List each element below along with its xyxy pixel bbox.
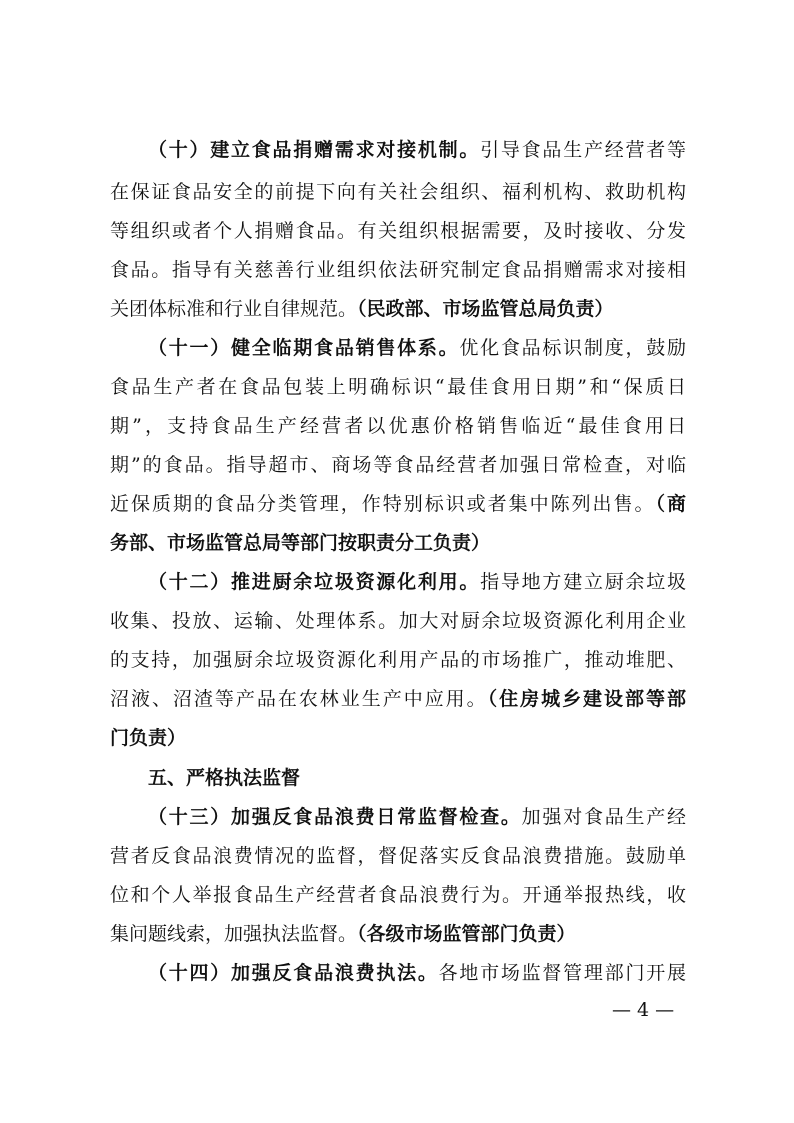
section-heading: 五、严格执法监督 bbox=[148, 767, 301, 789]
paragraph-13-text: 加强对食品生产经 bbox=[521, 806, 686, 828]
paragraph-12-line-5 bbox=[110, 718, 686, 758]
paragraph-10-line-4: 食品。指导有关慈善行业组织依法研究制定食品捐赠需求对接相 bbox=[110, 259, 686, 281]
page-number: — 4 — bbox=[612, 999, 675, 1021]
paragraph-10-text: 引导食品生产经营者等 bbox=[480, 139, 686, 161]
paragraph-12-text-end: 沼液、沼渣等产品在农林业生产中应用。 bbox=[110, 688, 488, 710]
paragraph-12-responsibility: 门负责） bbox=[110, 727, 187, 749]
paragraph-10-line-5 bbox=[110, 289, 686, 329]
paragraph-11-line-5 bbox=[110, 484, 686, 524]
paragraph-14-title: （十四）加强反食品浪费执法。 bbox=[148, 962, 439, 984]
paragraph-12-line-4 bbox=[110, 679, 686, 719]
paragraph-13-responsibility: （各级市场监管部门负责） bbox=[357, 923, 576, 945]
paragraph-13-line-3: 位和个人举报食品生产经营者食品浪费行为。开通举报热线，收 bbox=[110, 884, 686, 906]
paragraph-11-line-6 bbox=[110, 523, 686, 563]
paragraph-11-line-4: 期”的食品。指导超市、商场等食品经营者加强日常检查，对临 bbox=[110, 454, 686, 476]
paragraph-13-text-end: 集问题线索，加强执法监督。 bbox=[110, 923, 358, 945]
paragraph-10-line-3: 等组织或者个人捐赠食品。有关组织根据需要，及时接收、分发 bbox=[110, 220, 686, 242]
paragraph-14-text: 各地市场监督管理部门开展 bbox=[438, 962, 686, 984]
paragraph-13-line-2: 营者反食品浪费情况的监督，督促落实反食品浪费措施。鼓励单 bbox=[110, 845, 686, 867]
paragraph-11-text-end: 近保质期的食品分类管理，作特别标识或者集中陈列出售。 bbox=[110, 493, 656, 515]
paragraph-10-text-end: 关团体标准和行业自律规范。 bbox=[110, 298, 358, 320]
paragraph-10-line-1 bbox=[148, 130, 686, 170]
paragraph-11-line-1 bbox=[148, 328, 686, 368]
paragraph-11-responsibility-start: （商 bbox=[655, 493, 686, 515]
paragraph-10-line-2: 在保证食品安全的前提下向有关社会组织、福利机构、救助机构 bbox=[110, 181, 686, 203]
paragraph-13-line-1 bbox=[148, 797, 686, 837]
paragraph-11-title: （十一）健全临期食品销售体系。 bbox=[148, 337, 460, 359]
paragraph-11-responsibility: 务部、市场监管总局等部门按职责分工负责） bbox=[110, 532, 491, 554]
paragraph-12-line-2: 收集、投放、运输、处理体系。加大对厨余垃圾资源化利用企业 bbox=[110, 610, 686, 632]
paragraph-11-line-3: 期”，支持食品生产经营者以优惠价格销售临近“最佳食用日 bbox=[110, 415, 686, 437]
paragraph-13-title: （十三）加强反食品浪费日常监督检查。 bbox=[148, 806, 522, 828]
paragraph-12-line-3: 的支持，加强厨余垃圾资源化利用产品的市场推广，推动堆肥、 bbox=[110, 649, 686, 671]
paragraph-12-text: 指导地方建立厨余垃圾 bbox=[480, 571, 686, 593]
paragraph-11-line-2: 食品生产者在食品包装上明确标识“最佳食用日期”和“保质日 bbox=[110, 376, 686, 398]
paragraph-12-line-1 bbox=[148, 562, 686, 602]
paragraph-12-title: （十二）推进厨余垃圾资源化利用。 bbox=[148, 571, 481, 593]
paragraph-10-title: （十）建立食品捐赠需求对接机制。 bbox=[148, 139, 481, 161]
paragraph-11-text: 优化食品标识制度，鼓励 bbox=[459, 337, 686, 359]
paragraph-14-line-1 bbox=[148, 953, 686, 993]
paragraph-10-responsibility: （民政部、市场监管总局负责） bbox=[357, 298, 614, 320]
paragraph-13-line-4 bbox=[110, 914, 686, 954]
paragraph-12-responsibility-start: （住房城乡建设部等部 bbox=[487, 688, 686, 710]
